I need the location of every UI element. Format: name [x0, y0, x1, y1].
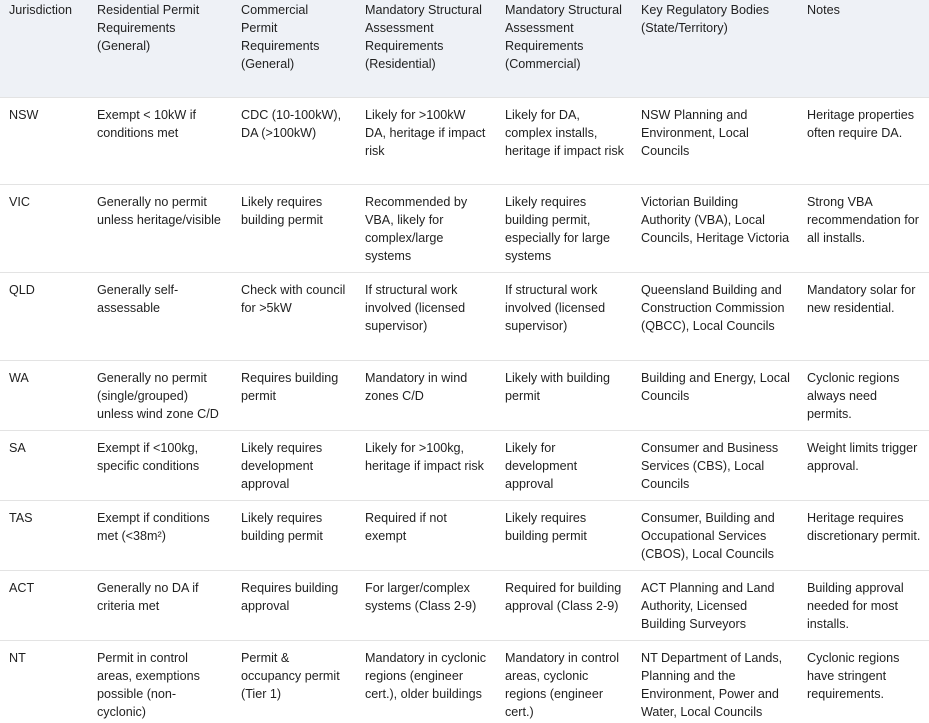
- cell-jurisdiction: QLD: [0, 272, 88, 360]
- cell-structural-commercial: Likely requires building permit: [496, 500, 632, 570]
- cell-commercial-permit: Permit & occupancy permit (Tier 1): [232, 640, 356, 721]
- cell-residential-permit: Generally self-assessable: [88, 272, 232, 360]
- cell-jurisdiction: SA: [0, 430, 88, 500]
- cell-structural-commercial: Required for building approval (Class 2-9): [496, 570, 632, 640]
- cell-regulatory-bodies: Consumer, Building and Occupational Services (CBOS), Local Councils: [632, 500, 798, 570]
- cell-structural-residential: Likely for >100kg, heritage if impact risk: [356, 430, 496, 500]
- cell-structural-residential: Required if not exempt: [356, 500, 496, 570]
- cell-jurisdiction: TAS: [0, 500, 88, 570]
- cell-residential-permit: Exempt < 10kW if conditions met: [88, 97, 232, 184]
- cell-notes: Weight limits trigger approval.: [798, 430, 929, 500]
- cell-structural-commercial: Likely for development approval: [496, 430, 632, 500]
- cell-residential-permit: Generally no DA if criteria met: [88, 570, 232, 640]
- header-structural-residential: Mandatory Structural Assessment Requirements (Residential): [356, 0, 496, 97]
- header-regulatory-bodies: Key Regulatory Bodies (State/Territory): [632, 0, 798, 97]
- cell-regulatory-bodies: Consumer and Business Services (CBS), Local Councils: [632, 430, 798, 500]
- cell-structural-residential: Mandatory in cyclonic regions (engineer cert.), older buildings: [356, 640, 496, 721]
- table-row: [0, 97, 929, 184]
- header-residential-permit: Residential Permit Requirements (General): [88, 0, 232, 97]
- cell-residential-permit: Exempt if conditions met (<38m²): [88, 500, 232, 570]
- cell-notes: Heritage requires discretionary permit.: [798, 500, 929, 570]
- cell-jurisdiction: WA: [0, 360, 88, 430]
- cell-commercial-permit: Likely requires building permit: [232, 184, 356, 272]
- table-body: [0, 97, 929, 721]
- cell-notes: Building approval needed for most installs.: [798, 570, 929, 640]
- cell-structural-commercial: Mandatory in control areas, cyclonic regions (engineer cert.): [496, 640, 632, 721]
- table-row: [0, 360, 929, 430]
- table-row: [0, 570, 929, 640]
- cell-regulatory-bodies: Victorian Building Authority (VBA), Local Councils, Heritage Victoria: [632, 184, 798, 272]
- table-row: [0, 430, 929, 500]
- cell-commercial-permit: Requires building approval: [232, 570, 356, 640]
- cell-notes: Cyclonic regions always need permits.: [798, 360, 929, 430]
- header-row: [0, 0, 929, 97]
- cell-jurisdiction: ACT: [0, 570, 88, 640]
- cell-structural-residential: For larger/complex systems (Class 2-9): [356, 570, 496, 640]
- cell-regulatory-bodies: Building and Energy, Local Councils: [632, 360, 798, 430]
- table-header: [0, 0, 929, 97]
- table-row: [0, 184, 929, 272]
- cell-residential-permit: Permit in control areas, exemptions possible (non-cyclonic): [88, 640, 232, 721]
- cell-regulatory-bodies: Queensland Building and Construction Commission (QBCC), Local Councils: [632, 272, 798, 360]
- cell-structural-commercial: If structural work involved (licensed supervisor): [496, 272, 632, 360]
- cell-jurisdiction: NT: [0, 640, 88, 721]
- header-structural-commercial: Mandatory Structural Assessment Requirements (Commercial): [496, 0, 632, 97]
- header-notes: Notes: [798, 0, 929, 97]
- table-row: [0, 272, 929, 360]
- table-row: [0, 640, 929, 721]
- table-row: [0, 500, 929, 570]
- header-jurisdiction: Jurisdiction: [0, 0, 88, 97]
- cell-structural-residential: Recommended by VBA, likely for complex/large systems: [356, 184, 496, 272]
- cell-structural-commercial: Likely with building permit: [496, 360, 632, 430]
- cell-structural-residential: Likely for >100kW DA, heritage if impact risk: [356, 97, 496, 184]
- cell-residential-permit: Generally no permit unless heritage/visible: [88, 184, 232, 272]
- cell-residential-permit: Exempt if <100kg, specific conditions: [88, 430, 232, 500]
- cell-structural-commercial: Likely for DA, complex installs, heritage if impact risk: [496, 97, 632, 184]
- cell-structural-residential: If structural work involved (licensed supervisor): [356, 272, 496, 360]
- cell-regulatory-bodies: ACT Planning and Land Authority, Licensed Building Surveyors: [632, 570, 798, 640]
- cell-notes: Heritage properties often require DA.: [798, 97, 929, 184]
- cell-commercial-permit: Likely requires building permit: [232, 500, 356, 570]
- header-commercial-permit: Commercial Permit Requirements (General): [232, 0, 356, 97]
- cell-jurisdiction: VIC: [0, 184, 88, 272]
- cell-commercial-permit: Check with council for >5kW: [232, 272, 356, 360]
- cell-regulatory-bodies: NSW Planning and Environment, Local Councils: [632, 97, 798, 184]
- cell-structural-commercial: Likely requires building permit, especially for large systems: [496, 184, 632, 272]
- cell-commercial-permit: Likely requires development approval: [232, 430, 356, 500]
- cell-jurisdiction: NSW: [0, 97, 88, 184]
- cell-commercial-permit: Requires building permit: [232, 360, 356, 430]
- cell-notes: Mandatory solar for new residential.: [798, 272, 929, 360]
- cell-commercial-permit: CDC (10-100kW), DA (>100kW): [232, 97, 356, 184]
- cell-residential-permit: Generally no permit (single/grouped) unless wind zone C/D: [88, 360, 232, 430]
- cell-regulatory-bodies: NT Department of Lands, Planning and the Environment, Power and Water, Local Councils: [632, 640, 798, 721]
- cell-notes: Strong VBA recommendation for all installs.: [798, 184, 929, 272]
- cell-structural-residential: Mandatory in wind zones C/D: [356, 360, 496, 430]
- cell-notes: Cyclonic regions have stringent requirements.: [798, 640, 929, 721]
